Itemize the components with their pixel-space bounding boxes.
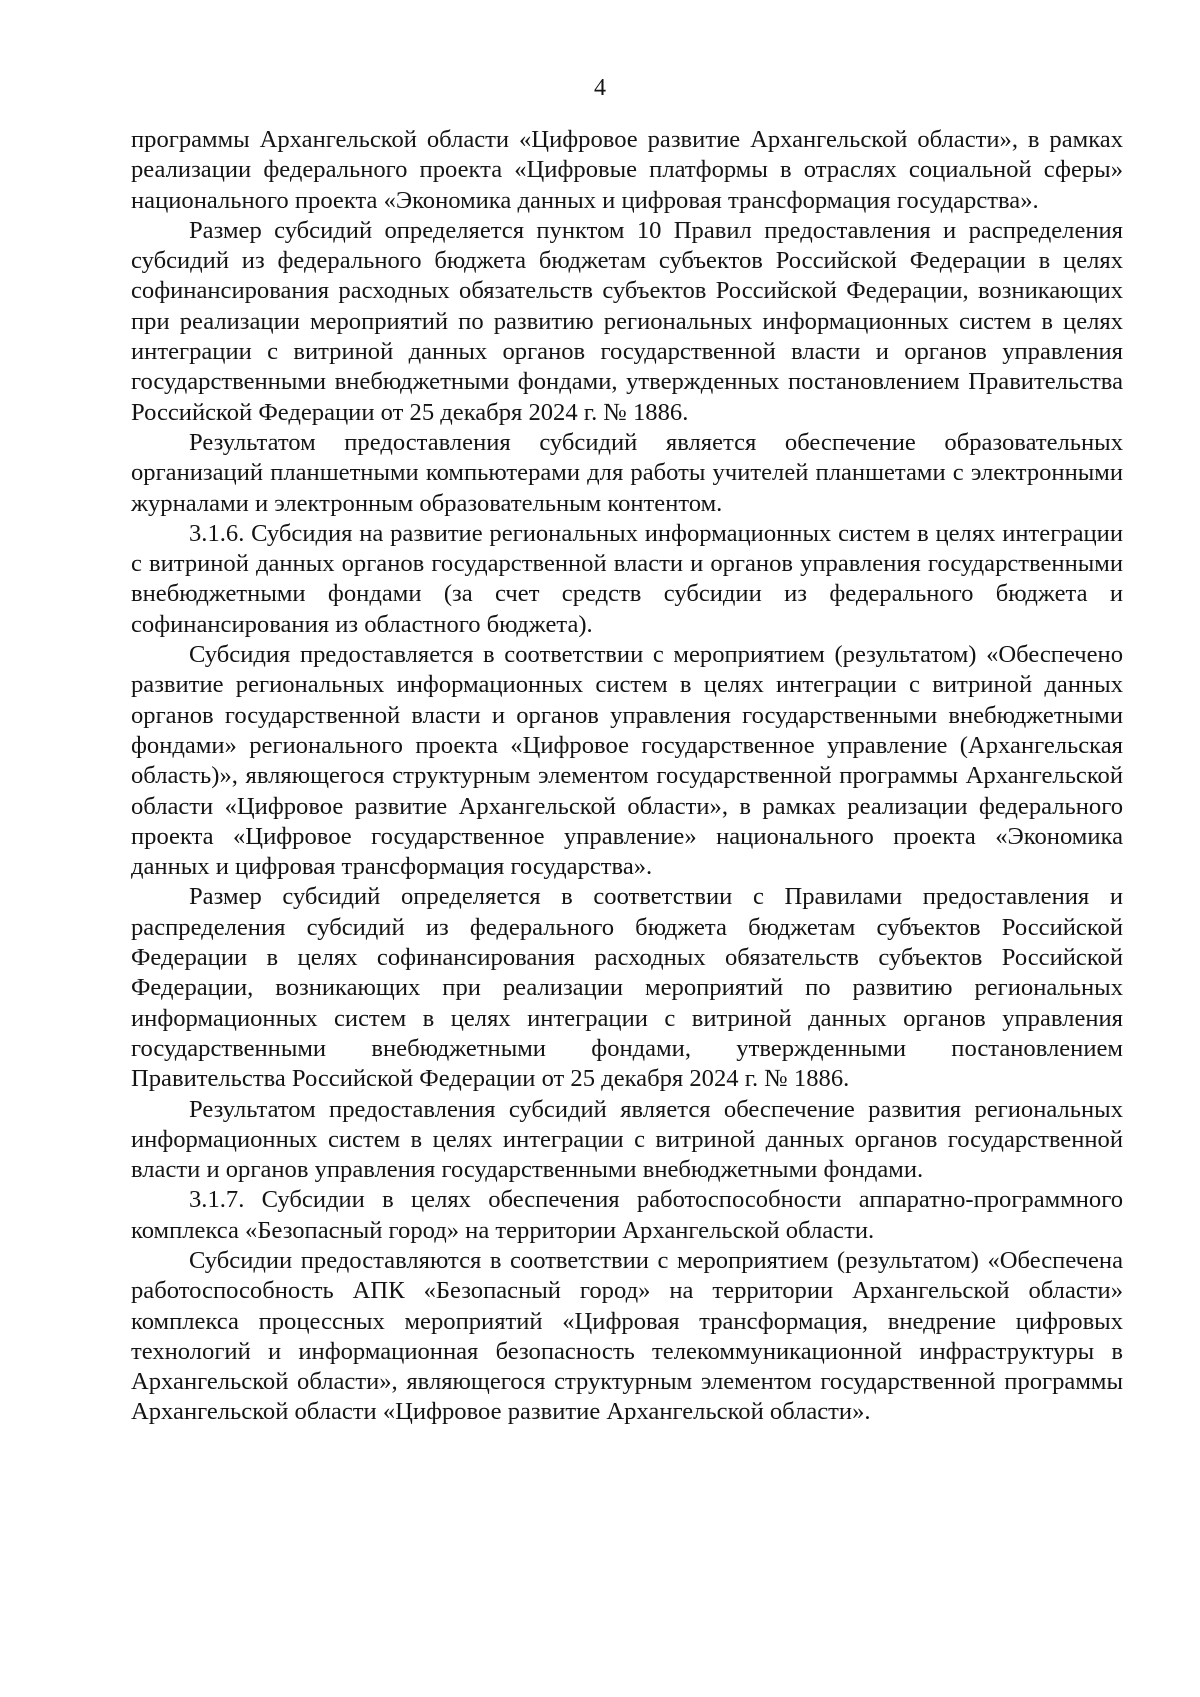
paragraph-heading-3-1-6: 3.1.6. Субсидия на развитие региональных информационных систем в целях интеграции с витриной данных органов государственной власти и органов управления государственными внебюджетными фондами (за счет средств субсидии из федерального бюджета и софинансирования из областного бюджета).: [131, 519, 1123, 638]
paragraph-result-3-1-5: Результатом предоставления субсидий является обеспечение образовательных организаций планшетными компьютерами для работы учителей планшетами с электронными журналами и электронным образовательным контентом.: [131, 428, 1123, 517]
paragraph-provision-3-1-7: Субсидии предоставляются в соответствии с мероприятием (результатом) «Обеспечена работоспособность АПК «Безопасный город» на территории Архангельской области» комплекса процессных мероприятий «Цифровая трансформация, внедрение цифровых технологий и информационная безопасность телекоммуникационной инфраструктуры в Архангельской области», являющегося структурным элементом государственной программы Архангельской области «Цифровое развитие Архангельской области».: [131, 1246, 1123, 1426]
paragraph-subsidy-size-3-1-6: Размер субсидий определяется в соответствии с Правилами предоставления и распределения субсидий из федерального бюджета бюджетам субъектов Российской Федерации в целях софинансирования расходных обязательств субъектов Российской Федерации, возникающих при реализации мероприятий по развитию региональных информационных систем в целях интеграции с витриной данных органов управления государственными внебюджетными фондами, утвержденными постановлением Правительства Российской Федерации от 25 декабря 2024 г. № 1886.: [131, 883, 1123, 1093]
paragraph-result-3-1-6: Результатом предоставления субсидий является обеспечение развития региональных информационных систем в целях интеграции с витриной данных органов государственной власти и органов управления государственными внебюджетными фондами.: [131, 1095, 1123, 1184]
paragraph-provision-3-1-6: Субсидия предоставляется в соответствии с мероприятием (результатом) «Обеспечено развитие региональных информационных систем в целях интеграции с витриной данных органов государственной власти и органов управления государственными внебюджетными фондами» регионального проекта «Цифровое государственное управление (Архангельская область)», являющегося структурным элементом государственной программы Архангельской области «Цифровое развитие Архангельской области», в рамках реализации федерального проекта «Цифровое государственное управление» национального проекта «Экономика данных и цифровая трансформация государства».: [131, 641, 1123, 881]
page-number: 4: [594, 75, 606, 101]
document-body: [131, 125, 1123, 1428]
paragraph-subsidy-size-3-1-5: Размер субсидий определяется пунктом 10 Правил предоставления и распределения субсидий из федерального бюджета бюджетам субъектов Российской Федерации в целях софинансирования расходных обязательств субъектов Российской Федерации, возникающих при реализации мероприятий по развитию региональных информационных систем в целях интеграции с витриной данных органов государственной власти и органов управления государственными внебюджетными фондами, утвержденных постановлением Правительства Российской Федерации от 25 декабря 2024 г. № 1886.: [131, 216, 1123, 426]
paragraph-heading-3-1-7: 3.1.7. Субсидии в целях обеспечения работоспособности аппаратно-программного комплекса «Безопасный город» на территории Архангельской области.: [131, 1186, 1123, 1244]
paragraph-continuation: программы Архангельской области «Цифровое развитие Архангельской области», в рамках реализации федерального проекта «Цифровые платформы в отраслях социальной сферы» национального проекта «Экономика данных и цифровая трансформация государства».: [131, 126, 1123, 214]
